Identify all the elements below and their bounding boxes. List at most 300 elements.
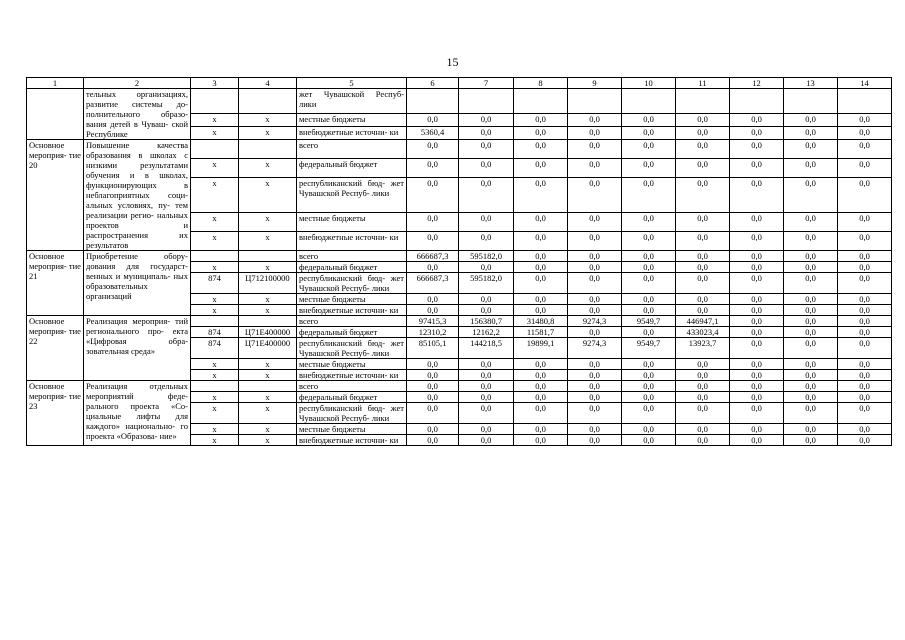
value-cell: 0,0: [459, 232, 514, 251]
value-cell: 0,0: [514, 403, 568, 424]
target-code-cell: Ц712100000: [239, 273, 297, 294]
kgrbs-cell: х: [191, 424, 239, 435]
kgrbs-cell: х: [191, 435, 239, 446]
value-cell: 0,0: [730, 403, 784, 424]
value-cell: 0,0: [407, 158, 459, 177]
value-cell: 0,0: [676, 359, 730, 370]
value-cell: 0,0: [838, 327, 892, 338]
table-row: [27, 316, 892, 327]
value-cell: 0,0: [730, 435, 784, 446]
value-cell: 0,0: [784, 158, 838, 177]
value-cell: 0,0: [676, 213, 730, 232]
value-cell: 0,0: [514, 305, 568, 316]
value-cell: 0,0: [676, 435, 730, 446]
target-code-cell: х: [239, 262, 297, 273]
value-cell: 0,0: [568, 359, 622, 370]
value-cell: 156380,7: [459, 316, 514, 327]
value-cell: 0,0: [568, 232, 622, 251]
kgrbs-cell: х: [191, 305, 239, 316]
col-number-cell: 6: [407, 78, 459, 89]
target-code-cell: х: [239, 232, 297, 251]
kgrbs-cell: х: [191, 359, 239, 370]
kgrbs-cell: [191, 89, 239, 114]
value-cell: 9274,3: [568, 316, 622, 327]
value-cell: 0,0: [568, 251, 622, 262]
value-cell: 0,0: [838, 113, 892, 126]
target-code-cell: [239, 140, 297, 159]
col-number-cell: 4: [239, 78, 297, 89]
value-cell: 0,0: [459, 403, 514, 424]
value-cell: 0,0: [784, 273, 838, 294]
funding-source-cell: местные бюджеты: [297, 359, 407, 370]
measure-description-cell: Приобретение обору- дования для государст- венных и муниципаль- ных образовательных организаций: [84, 251, 191, 316]
value-cell: 0,0: [730, 370, 784, 381]
funding-source-cell: республиканский бюд- жет Чувашской Респуб- лики: [297, 177, 407, 213]
funding-source-cell: жет Чувашской Респуб- лики: [297, 89, 407, 114]
funding-source-cell: республиканский бюд- жет Чувашской Респуб- лики: [297, 273, 407, 294]
value-cell: 0,0: [459, 213, 514, 232]
funding-source-cell: федеральный бюджет: [297, 158, 407, 177]
value-cell: 0,0: [676, 392, 730, 403]
value-cell: 0,0: [730, 158, 784, 177]
kgrbs-cell: [191, 140, 239, 159]
value-cell: 0,0: [622, 177, 676, 213]
value-cell: 0,0: [622, 251, 676, 262]
value-cell: 0,0: [459, 392, 514, 403]
value-cell: 0,0: [838, 158, 892, 177]
table-row: [27, 251, 892, 262]
value-cell: 13923,7: [676, 338, 730, 359]
value-cell: 0,0: [838, 435, 892, 446]
value-cell: 0,0: [676, 403, 730, 424]
value-cell: 19899,1: [514, 338, 568, 359]
value-cell: 0,0: [407, 305, 459, 316]
value-cell: 0,0: [568, 213, 622, 232]
value-cell: 666687,3: [407, 273, 459, 294]
funding-source-cell: федеральный бюджет: [297, 327, 407, 338]
col-number-cell: 12: [730, 78, 784, 89]
value-cell: 0,0: [676, 232, 730, 251]
value-cell: 0,0: [568, 158, 622, 177]
value-cell: 0,0: [676, 126, 730, 139]
col-number-cell: 8: [514, 78, 568, 89]
measure-name-cell: [27, 89, 84, 140]
kgrbs-cell: х: [191, 158, 239, 177]
value-cell: 0,0: [676, 158, 730, 177]
kgrbs-cell: х: [191, 262, 239, 273]
value-cell: 0,0: [838, 403, 892, 424]
value-cell: 0,0: [459, 126, 514, 139]
value-cell: 0,0: [622, 359, 676, 370]
value-cell: 9549,7: [622, 338, 676, 359]
value-cell: 446947,1: [676, 316, 730, 327]
value-cell: 0,0: [459, 370, 514, 381]
kgrbs-cell: [191, 316, 239, 327]
value-cell: 0,0: [676, 273, 730, 294]
target-code-cell: х: [239, 113, 297, 126]
value-cell: 0,0: [407, 392, 459, 403]
kgrbs-cell: [191, 251, 239, 262]
value-cell: 0,0: [407, 177, 459, 213]
funding-source-cell: местные бюджеты: [297, 424, 407, 435]
value-cell: 0,0: [784, 316, 838, 327]
value-cell: 0,0: [838, 294, 892, 305]
value-cell: [676, 89, 730, 114]
value-cell: [459, 89, 514, 114]
table-row: [27, 381, 892, 392]
value-cell: 0,0: [459, 294, 514, 305]
value-cell: 0,0: [838, 338, 892, 359]
funding-source-cell: всего: [297, 140, 407, 159]
value-cell: 0,0: [459, 435, 514, 446]
value-cell: 0,0: [838, 305, 892, 316]
value-cell: 0,0: [784, 251, 838, 262]
value-cell: 0,0: [784, 338, 838, 359]
target-code-cell: х: [239, 424, 297, 435]
value-cell: [784, 89, 838, 114]
value-cell: 5360,4: [407, 126, 459, 139]
value-cell: 0,0: [730, 305, 784, 316]
value-cell: 0,0: [568, 424, 622, 435]
value-cell: 0,0: [514, 435, 568, 446]
value-cell: 0,0: [568, 435, 622, 446]
value-cell: 0,0: [838, 381, 892, 392]
value-cell: 666687,3: [407, 251, 459, 262]
col-number-cell: 3: [191, 78, 239, 89]
value-cell: 0,0: [407, 424, 459, 435]
value-cell: 0,0: [730, 338, 784, 359]
value-cell: 0,0: [784, 213, 838, 232]
kgrbs-cell: 874: [191, 338, 239, 359]
col-number-cell: 11: [676, 78, 730, 89]
value-cell: 0,0: [622, 213, 676, 232]
value-cell: 0,0: [838, 177, 892, 213]
target-code-cell: [239, 316, 297, 327]
value-cell: 0,0: [622, 370, 676, 381]
value-cell: [730, 89, 784, 114]
value-cell: 0,0: [838, 392, 892, 403]
measure-description-cell: Реализация отдельных мероприятий феде- рального проекта «Со- циальные лифты для каждого» национально- го проекта «Образова- ние»: [84, 381, 191, 446]
value-cell: 0,0: [838, 424, 892, 435]
value-cell: 0,0: [730, 126, 784, 139]
value-cell: [838, 89, 892, 114]
measure-description-cell: Повышение качества образования в школах с низкими результатами обучения и в школах, функционирующих в неблагоприятных соци- альных условиях, пу- тем реализации регио- нальных проектов и распространения их результатов: [84, 140, 191, 251]
value-cell: 595182,0: [459, 273, 514, 294]
value-cell: 0,0: [730, 262, 784, 273]
value-cell: 0,0: [622, 435, 676, 446]
value-cell: 0,0: [514, 140, 568, 159]
value-cell: 0,0: [407, 359, 459, 370]
col-number-cell: 5: [297, 78, 407, 89]
value-cell: 0,0: [622, 158, 676, 177]
funding-source-cell: внебюджетные источни- ки: [297, 232, 407, 251]
value-cell: 0,0: [514, 126, 568, 139]
col-number-cell: 7: [459, 78, 514, 89]
value-cell: 0,0: [459, 262, 514, 273]
value-cell: [568, 89, 622, 114]
kgrbs-cell: х: [191, 294, 239, 305]
col-number-cell: 9: [568, 78, 622, 89]
value-cell: 0,0: [784, 435, 838, 446]
value-cell: 0,0: [784, 381, 838, 392]
target-code-cell: х: [239, 126, 297, 139]
value-cell: 0,0: [784, 140, 838, 159]
col-number-cell: 13: [784, 78, 838, 89]
target-code-cell: [239, 89, 297, 114]
value-cell: 0,0: [784, 177, 838, 213]
value-cell: 0,0: [838, 262, 892, 273]
funding-source-cell: республиканский бюд- жет Чувашской Респуб- лики: [297, 338, 407, 359]
col-number-cell: 14: [838, 78, 892, 89]
value-cell: 0,0: [784, 262, 838, 273]
value-cell: 0,0: [568, 126, 622, 139]
value-cell: 0,0: [407, 140, 459, 159]
value-cell: 0,0: [622, 140, 676, 159]
value-cell: 12162,2: [459, 327, 514, 338]
value-cell: 11581,7: [514, 327, 568, 338]
value-cell: 0,0: [407, 232, 459, 251]
value-cell: 0,0: [622, 232, 676, 251]
kgrbs-cell: 874: [191, 327, 239, 338]
value-cell: 0,0: [730, 251, 784, 262]
value-cell: 0,0: [568, 392, 622, 403]
funding-source-cell: республиканский бюд- жет Чувашской Респуб- лики: [297, 403, 407, 424]
value-cell: 97415,3: [407, 316, 459, 327]
value-cell: 0,0: [568, 177, 622, 213]
value-cell: 0,0: [568, 381, 622, 392]
funding-source-cell: внебюджетные источни- ки: [297, 126, 407, 139]
value-cell: 0,0: [730, 294, 784, 305]
value-cell: 0,0: [514, 177, 568, 213]
value-cell: 0,0: [676, 140, 730, 159]
target-code-cell: [239, 251, 297, 262]
value-cell: 0,0: [838, 251, 892, 262]
kgrbs-cell: х: [191, 113, 239, 126]
value-cell: 0,0: [676, 262, 730, 273]
value-cell: 0,0: [514, 424, 568, 435]
value-cell: 0,0: [459, 359, 514, 370]
value-cell: 595182,0: [459, 251, 514, 262]
value-cell: 0,0: [676, 251, 730, 262]
measure-name-cell: Основное мероприя- тие 20: [27, 140, 84, 251]
kgrbs-cell: [191, 381, 239, 392]
value-cell: 0,0: [407, 403, 459, 424]
value-cell: 0,0: [730, 424, 784, 435]
value-cell: 12310,2: [407, 327, 459, 338]
value-cell: 0,0: [676, 381, 730, 392]
value-cell: 0,0: [784, 294, 838, 305]
value-cell: [622, 89, 676, 114]
value-cell: 0,0: [838, 316, 892, 327]
header-row: [27, 78, 892, 89]
value-cell: 0,0: [730, 113, 784, 126]
value-cell: 0,0: [622, 305, 676, 316]
col-number-cell: 2: [84, 78, 191, 89]
table-body: [27, 78, 892, 446]
value-cell: 0,0: [676, 370, 730, 381]
kgrbs-cell: х: [191, 370, 239, 381]
value-cell: 85105,1: [407, 338, 459, 359]
value-cell: 0,0: [514, 251, 568, 262]
value-cell: 0,0: [514, 262, 568, 273]
value-cell: 0,0: [676, 113, 730, 126]
value-cell: 0,0: [730, 273, 784, 294]
value-cell: 0,0: [514, 232, 568, 251]
target-code-cell: Ц71Е400000: [239, 338, 297, 359]
value-cell: [407, 89, 459, 114]
value-cell: 0,0: [459, 140, 514, 159]
value-cell: 0,0: [459, 158, 514, 177]
value-cell: 0,0: [459, 381, 514, 392]
value-cell: 0,0: [838, 126, 892, 139]
value-cell: 0,0: [838, 273, 892, 294]
kgrbs-cell: х: [191, 126, 239, 139]
funding-source-cell: внебюджетные источни- ки: [297, 435, 407, 446]
value-cell: 144218,5: [459, 338, 514, 359]
value-cell: 0,0: [407, 435, 459, 446]
value-cell: 0,0: [568, 305, 622, 316]
value-cell: 0,0: [568, 273, 622, 294]
value-cell: 0,0: [622, 113, 676, 126]
page-number: 15: [446, 55, 459, 69]
value-cell: 0,0: [514, 381, 568, 392]
target-code-cell: х: [239, 305, 297, 316]
value-cell: 9274,3: [568, 338, 622, 359]
value-cell: 0,0: [676, 177, 730, 213]
col-number-cell: 1: [27, 78, 84, 89]
funding-source-cell: всего: [297, 381, 407, 392]
kgrbs-cell: х: [191, 403, 239, 424]
value-cell: 0,0: [568, 140, 622, 159]
table-row: [27, 89, 892, 114]
value-cell: 0,0: [784, 392, 838, 403]
value-cell: 0,0: [622, 424, 676, 435]
value-cell: 0,0: [784, 359, 838, 370]
measure-description-cell: Реализация мероприя- тий регионального про- екта «Цифровая обра- зовательная среда»: [84, 316, 191, 381]
measure-name-cell: Основное мероприя- тие 22: [27, 316, 84, 381]
value-cell: 0,0: [838, 232, 892, 251]
value-cell: 0,0: [407, 381, 459, 392]
value-cell: 0,0: [459, 177, 514, 213]
value-cell: 0,0: [622, 262, 676, 273]
value-cell: 0,0: [622, 392, 676, 403]
value-cell: 0,0: [784, 403, 838, 424]
kgrbs-cell: х: [191, 177, 239, 213]
value-cell: 0,0: [730, 359, 784, 370]
target-code-cell: х: [239, 370, 297, 381]
budget-table: [26, 77, 892, 446]
value-cell: 0,0: [622, 273, 676, 294]
value-cell: 9549,7: [622, 316, 676, 327]
value-cell: 0,0: [568, 403, 622, 424]
funding-source-cell: федеральный бюджет: [297, 392, 407, 403]
value-cell: 31480,8: [514, 316, 568, 327]
value-cell: 0,0: [730, 381, 784, 392]
value-cell: 0,0: [676, 305, 730, 316]
target-code-cell: Ц71Е400000: [239, 327, 297, 338]
funding-source-cell: всего: [297, 251, 407, 262]
value-cell: 0,0: [784, 370, 838, 381]
value-cell: 0,0: [838, 213, 892, 232]
target-code-cell: х: [239, 158, 297, 177]
value-cell: 0,0: [622, 126, 676, 139]
value-cell: 0,0: [730, 392, 784, 403]
value-cell: 0,0: [459, 113, 514, 126]
value-cell: 0,0: [622, 327, 676, 338]
value-cell: 0,0: [568, 113, 622, 126]
measure-name-cell: Основное мероприя- тие 21: [27, 251, 84, 316]
target-code-cell: х: [239, 359, 297, 370]
value-cell: 0,0: [407, 262, 459, 273]
value-cell: 0,0: [784, 305, 838, 316]
value-cell: 0,0: [568, 327, 622, 338]
value-cell: 0,0: [459, 424, 514, 435]
funding-source-cell: местные бюджеты: [297, 113, 407, 126]
value-cell: 0,0: [568, 370, 622, 381]
value-cell: 0,0: [784, 113, 838, 126]
funding-source-cell: местные бюджеты: [297, 213, 407, 232]
funding-source-cell: внебюджетные источни- ки: [297, 305, 407, 316]
target-code-cell: [239, 381, 297, 392]
funding-source-cell: федеральный бюджет: [297, 262, 407, 273]
value-cell: 0,0: [514, 213, 568, 232]
value-cell: 0,0: [730, 316, 784, 327]
target-code-cell: х: [239, 177, 297, 213]
value-cell: 0,0: [838, 370, 892, 381]
value-cell: 0,0: [514, 370, 568, 381]
value-cell: 0,0: [622, 381, 676, 392]
value-cell: 0,0: [407, 213, 459, 232]
value-cell: 0,0: [730, 327, 784, 338]
value-cell: 0,0: [784, 327, 838, 338]
value-cell: 0,0: [407, 294, 459, 305]
value-cell: 0,0: [407, 370, 459, 381]
funding-source-cell: всего: [297, 316, 407, 327]
value-cell: 0,0: [838, 140, 892, 159]
value-cell: 0,0: [730, 213, 784, 232]
value-cell: 0,0: [838, 359, 892, 370]
funding-source-cell: местные бюджеты: [297, 294, 407, 305]
value-cell: [514, 89, 568, 114]
kgrbs-cell: х: [191, 213, 239, 232]
value-cell: 0,0: [568, 294, 622, 305]
measure-description-cell: тельных организациях, развитие системы до- полнительного образо- вания детей в Чуваш- ской Республике: [84, 89, 191, 140]
value-cell: 0,0: [784, 424, 838, 435]
value-cell: 0,0: [459, 305, 514, 316]
measure-name-cell: Основное мероприя- тие 23: [27, 381, 84, 446]
value-cell: 0,0: [730, 140, 784, 159]
target-code-cell: х: [239, 392, 297, 403]
target-code-cell: х: [239, 403, 297, 424]
target-code-cell: х: [239, 213, 297, 232]
value-cell: 0,0: [784, 126, 838, 139]
value-cell: 0,0: [514, 294, 568, 305]
value-cell: 433023,4: [676, 327, 730, 338]
value-cell: 0,0: [514, 392, 568, 403]
value-cell: 0,0: [514, 113, 568, 126]
target-code-cell: х: [239, 435, 297, 446]
value-cell: 0,0: [568, 262, 622, 273]
kgrbs-cell: 874: [191, 273, 239, 294]
value-cell: 0,0: [622, 403, 676, 424]
value-cell: 0,0: [622, 294, 676, 305]
value-cell: 0,0: [784, 232, 838, 251]
funding-source-cell: внебюджетные источни- ки: [297, 370, 407, 381]
value-cell: 0,0: [676, 424, 730, 435]
kgrbs-cell: х: [191, 392, 239, 403]
kgrbs-cell: х: [191, 232, 239, 251]
value-cell: 0,0: [730, 177, 784, 213]
